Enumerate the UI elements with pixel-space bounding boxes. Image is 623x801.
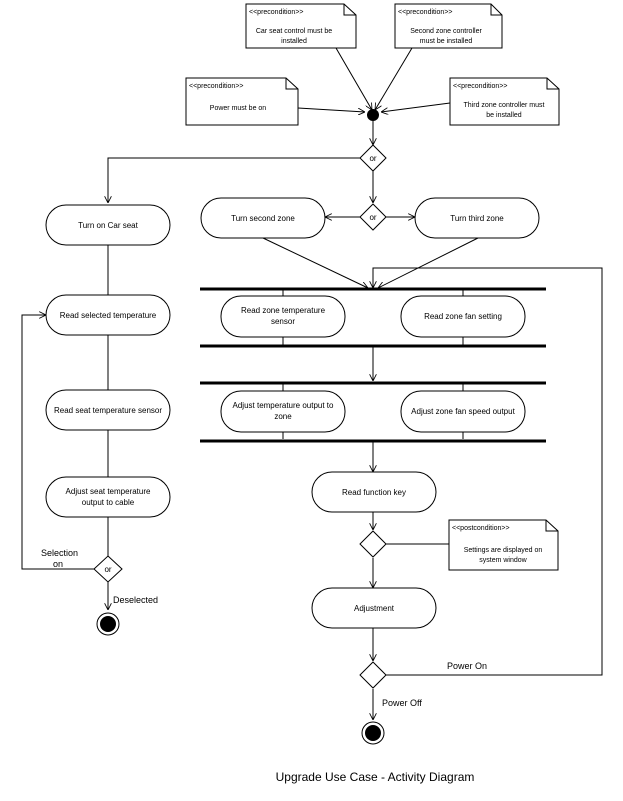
note-stereotype: <<precondition>>: [249, 9, 304, 16]
activity-read-selected-temperature: [46, 295, 170, 335]
activity-label: Adjustment: [353, 604, 395, 613]
final-node-seat: [97, 613, 119, 635]
activity-turn-second-zone: [201, 198, 325, 238]
note-text: Second zone controller: [410, 28, 482, 35]
edge-label-deselected: Deselected: [113, 595, 159, 605]
activity-read-zone-temperature-sensor: [221, 296, 345, 337]
activity-label: Read seat temperature sensor: [53, 406, 163, 415]
decision-seat: [94, 556, 122, 582]
precondition-note-third-zone: [450, 78, 559, 125]
diagram-title: Upgrade Use Case - Activity Diagram: [275, 770, 475, 784]
activity-label: Read function key: [341, 488, 407, 497]
activity-turn-third-zone: [415, 198, 539, 238]
activity-adjust-seat-temperature-output: [46, 477, 170, 517]
note-stereotype: <<precondition>>: [189, 83, 244, 90]
activity-label: output to cable: [81, 498, 135, 507]
activity-label: Turn second zone: [231, 214, 295, 223]
activity-label: Turn third zone: [450, 214, 504, 223]
note-text: Third zone controller must: [463, 102, 545, 109]
activity-adjustment: [312, 588, 436, 628]
note-text: be installed: [486, 112, 522, 119]
activity-label: sensor: [270, 317, 296, 326]
activity-label: Adjust seat temperature: [65, 487, 151, 496]
edge-label-selection-on: on: [53, 559, 64, 569]
activity-label: Read zone temperature: [240, 306, 326, 315]
activity-label: Turn on Car seat: [78, 221, 138, 230]
decision-power: [360, 662, 386, 688]
activity-adjust-temperature-output-zone: [221, 391, 345, 432]
decision-label: or: [369, 213, 377, 222]
final-node-main: [362, 722, 384, 744]
note-text: Settings are displayed on: [463, 547, 543, 554]
activity-read-zone-fan-setting: [401, 296, 525, 337]
decision-function-key: [360, 531, 386, 557]
activity-adjust-zone-fan-speed-output: [401, 391, 525, 432]
activity-read-seat-temperature-sensor: [46, 390, 170, 430]
postcondition-note-settings: [449, 520, 558, 570]
note-stereotype: <<precondition>>: [398, 9, 453, 16]
edge-label-power-on: Power On: [447, 661, 488, 671]
note-text: Car seat control must be: [255, 28, 333, 35]
precondition-note-power: [186, 78, 298, 125]
activity-label: Read selected temperature: [59, 311, 157, 320]
activity-read-function-key: [312, 472, 436, 512]
note-text: must be installed: [419, 38, 473, 45]
decision-label: or: [369, 154, 377, 163]
edge-label-power-off: Power Off: [382, 698, 422, 708]
decision-top: [360, 145, 386, 171]
note-stereotype: <<precondition>>: [453, 83, 508, 90]
activity-label: Adjust zone fan speed output: [411, 407, 515, 416]
activity-label: Read zone fan setting: [424, 312, 502, 321]
decision-label: or: [104, 565, 112, 574]
note-text: installed: [281, 38, 307, 45]
precondition-note-carseat: [246, 4, 356, 48]
edge-label-selection-on: Selection: [41, 548, 79, 558]
decision-zones: [360, 204, 386, 230]
note-text: system window: [479, 557, 527, 564]
activity-label: zone: [274, 412, 292, 421]
initial-node: [367, 109, 379, 121]
activity-label: Adjust temperature output to: [232, 401, 334, 410]
activity-turn-on-carseat: [46, 205, 170, 245]
note-stereotype: <<postcondition>>: [452, 525, 510, 532]
precondition-note-second-zone: [395, 4, 502, 48]
note-text: Power must be on: [209, 105, 267, 112]
